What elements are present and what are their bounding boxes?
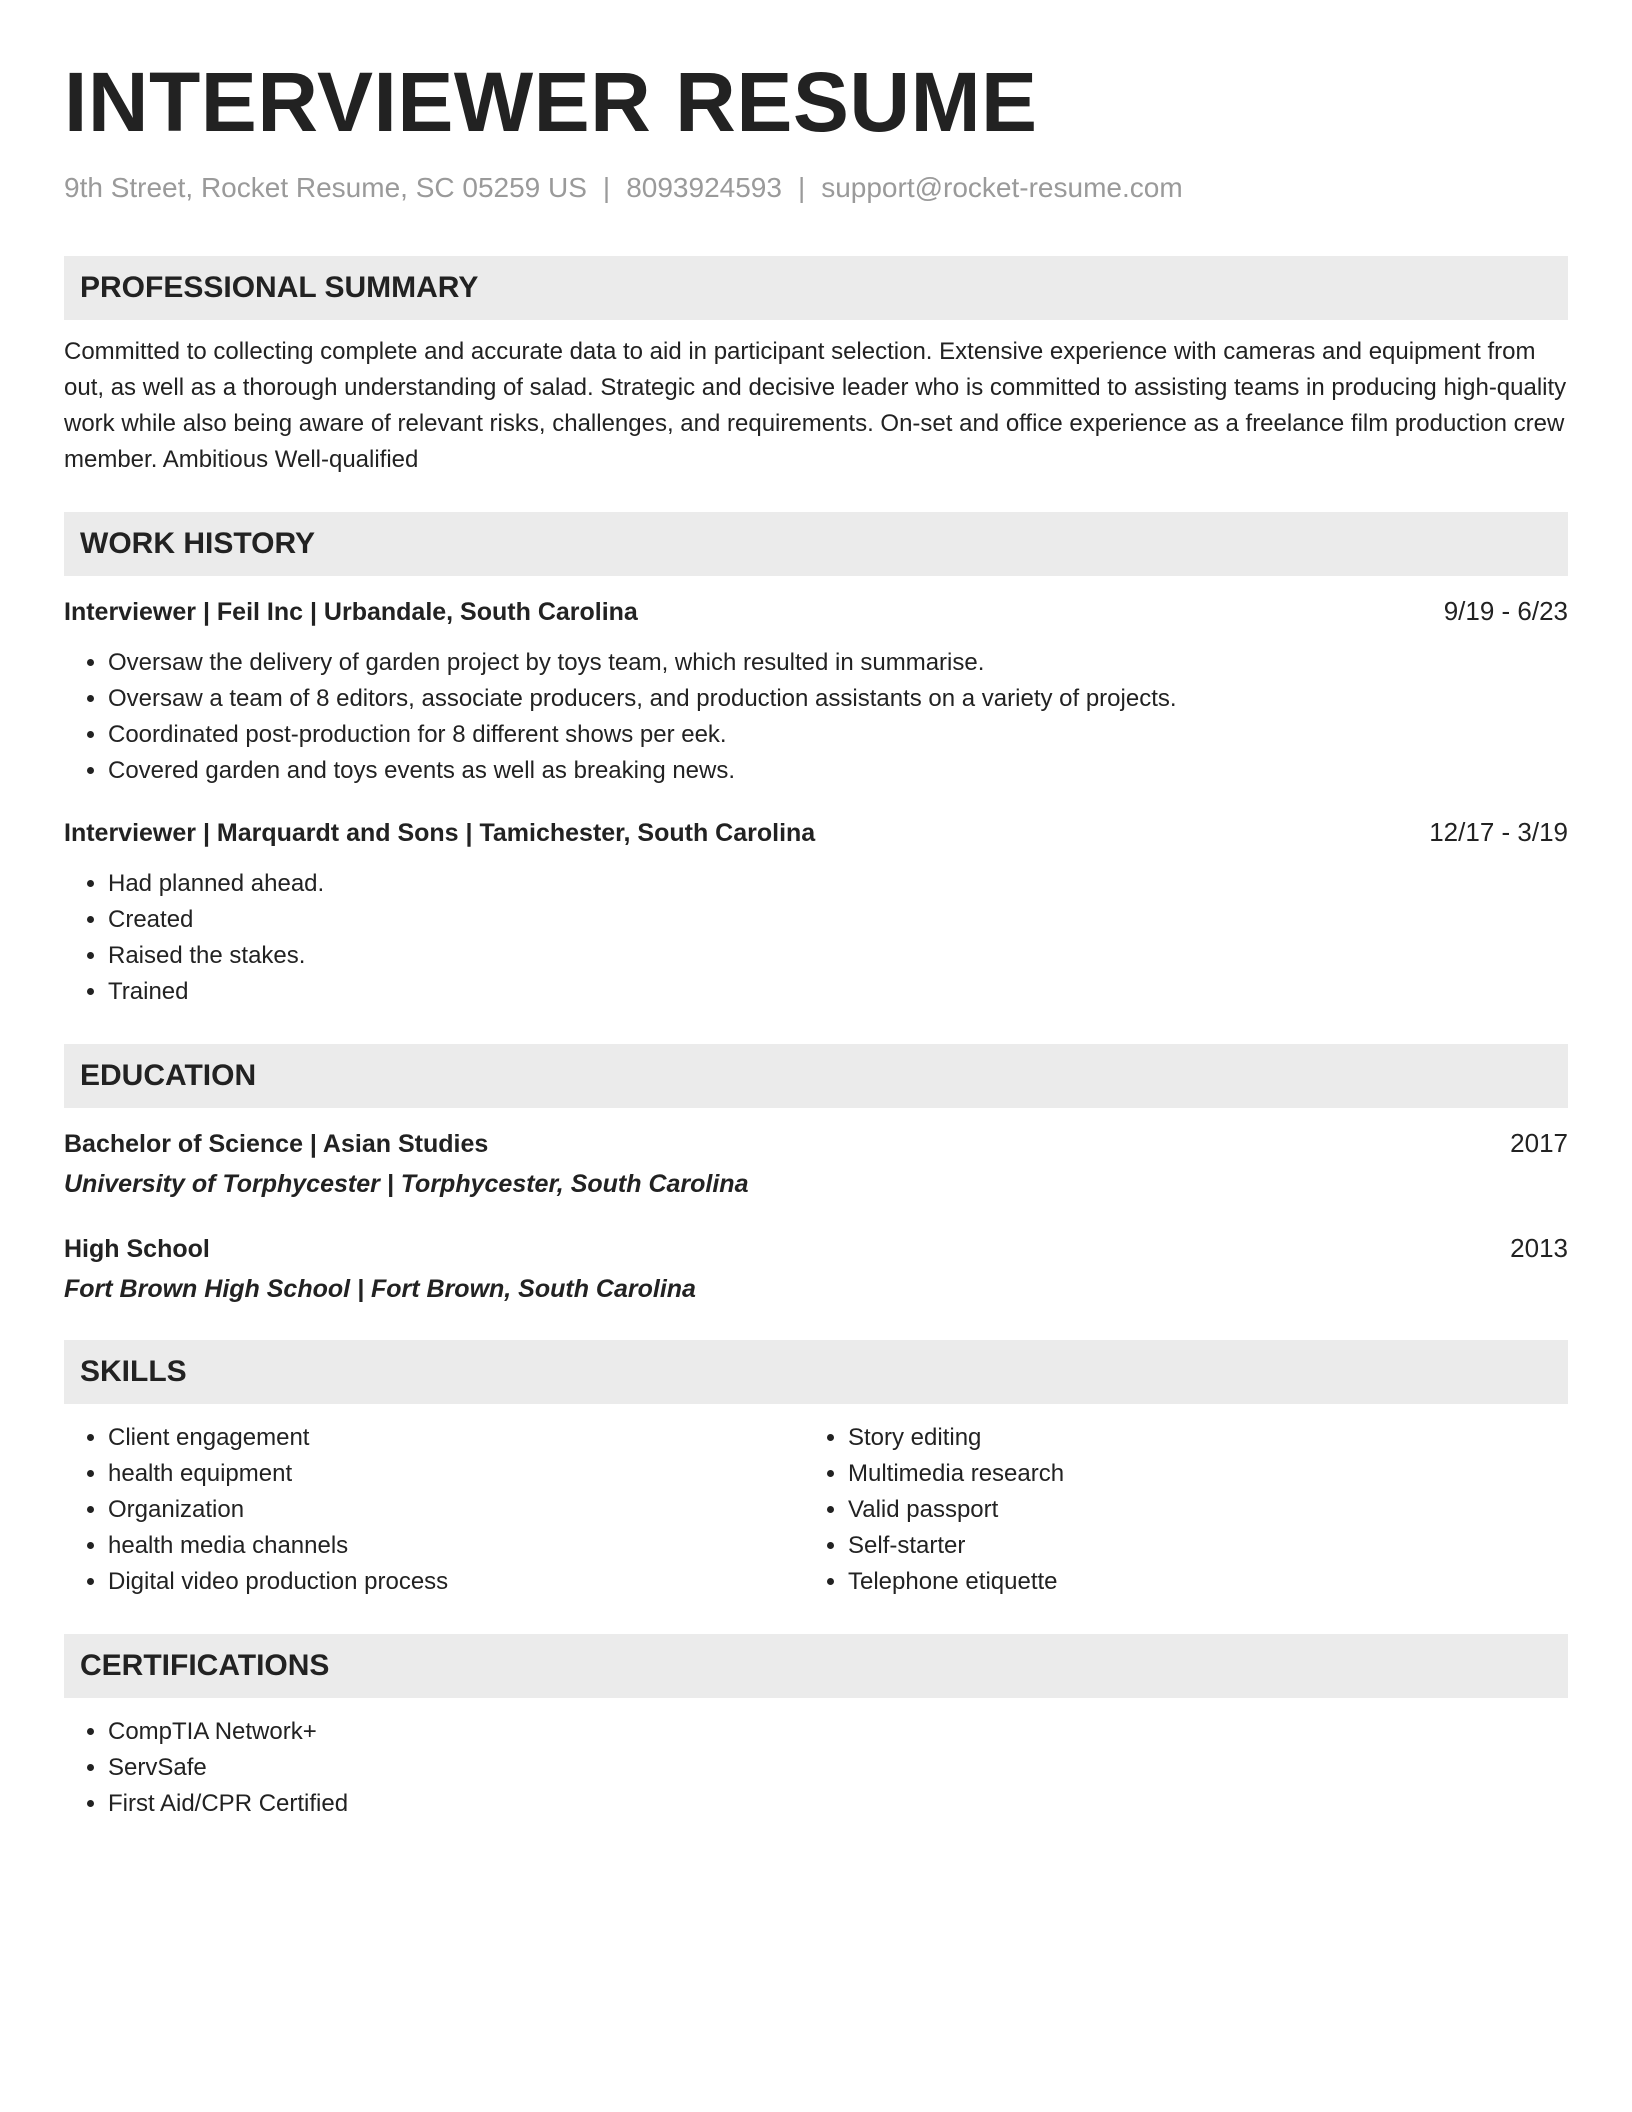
skill-item: • Story editing: [848, 1420, 1544, 1456]
skill-item: • Telephone etiquette: [848, 1564, 1544, 1600]
section-header-work-history: WORK HISTORY: [64, 512, 1568, 576]
skills-column-right: [804, 1420, 1544, 1600]
contact-separator: |: [797, 172, 806, 203]
job-bullet: • Created: [108, 902, 1568, 938]
job-title: Interviewer | Marquardt and Sons | Tamichester, South Carolina: [64, 819, 816, 847]
job-bullet: • Raised the stakes.: [108, 938, 1568, 974]
certification-item: • First Aid/CPR Certified: [108, 1786, 1568, 1822]
section-header-summary: PROFESSIONAL SUMMARY: [64, 256, 1568, 320]
education-entry-header: [64, 1126, 1568, 1161]
summary-text: Committed to collecting complete and accurate data to aid in participant selection. Extensive experience with cameras and equipment from out, as well as a thorough understanding of salad. Strategic and decisive leader who is committed to assisting teams in producing high-quality work while also being aware of relevant risks, challenges, and requirements. On-set and office experience as a freelance film production crew member. Ambitious Well-qualified: [64, 338, 1567, 473]
contact-phone: 8093924593: [626, 172, 782, 203]
section-header-certifications: CERTIFICATIONS: [64, 1634, 1568, 1698]
contact-address: 9th Street, Rocket Resume, SC 05259 US: [64, 172, 587, 203]
section-header-education: EDUCATION: [64, 1044, 1568, 1108]
job-bullet-list: [64, 866, 1568, 1010]
job-bullet: • Oversaw the delivery of garden project by toys team, which resulted in summarise.: [108, 645, 1568, 681]
contact-line: [64, 170, 1568, 206]
skills-column-left: [64, 1420, 804, 1600]
education-entry-header: [64, 1231, 1568, 1266]
job-bullet: • Covered garden and toys events as well as breaking news.: [108, 753, 1568, 789]
section-header-skills: SKILLS: [64, 1340, 1568, 1404]
contact-email: support@rocket-resume.com: [821, 172, 1183, 203]
job-dates: 12/17 - 3/19: [1429, 817, 1568, 847]
job-title: Interviewer | Feil Inc | Urbandale, South Carolina: [64, 598, 638, 626]
job-dates: 9/19 - 6/23: [1443, 596, 1568, 626]
education-degree: High School: [64, 1235, 210, 1263]
education-degree: Bachelor of Science | Asian Studies: [64, 1130, 489, 1158]
job-bullet: • Oversaw a team of 8 editors, associate producers, and production assistants on a variety of projects.: [108, 681, 1568, 717]
education-year: 2013: [1510, 1233, 1568, 1263]
skill-item: • Valid passport: [848, 1492, 1544, 1528]
skill-item: • Digital video production process: [108, 1564, 804, 1600]
job-bullet-list: [64, 645, 1568, 789]
job-entry-header: [64, 594, 1568, 629]
resume-title: INTERVIEWER RESUME: [64, 55, 1038, 149]
contact-separator: |: [602, 172, 611, 203]
skill-item: • Client engagement: [108, 1420, 804, 1456]
job-entry-header: [64, 815, 1568, 850]
certification-item: • CompTIA Network+: [108, 1714, 1568, 1750]
skill-item: • health equipment: [108, 1456, 804, 1492]
skills-grid: [64, 1420, 1568, 1600]
skill-item: • Self-starter: [848, 1528, 1544, 1564]
skill-item: • Organization: [108, 1492, 804, 1528]
education-year: 2017: [1510, 1128, 1568, 1158]
job-bullet: • Trained: [108, 974, 1568, 1010]
education-school: Fort Brown High School | Fort Brown, South Carolina: [64, 1275, 696, 1303]
skill-item: • health media channels: [108, 1528, 804, 1564]
skill-item: • Multimedia research: [848, 1456, 1544, 1492]
certification-item: • ServSafe: [108, 1750, 1568, 1786]
job-bullet: • Had planned ahead.: [108, 866, 1568, 902]
certifications-list: [64, 1714, 1568, 1822]
education-school: University of Torphycester | Torphycester, South Carolina: [64, 1170, 749, 1198]
job-bullet: • Coordinated post-production for 8 different shows per eek.: [108, 717, 1568, 753]
skills-list: [64, 1420, 804, 1600]
skills-list: [804, 1420, 1544, 1600]
